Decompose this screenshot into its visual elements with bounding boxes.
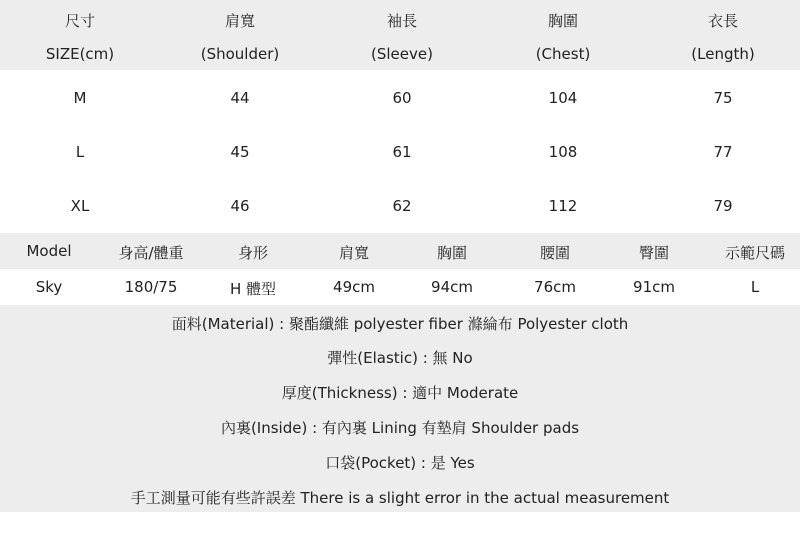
size-table-cell: 75 [713,89,733,107]
size-header-en: (Shoulder) [200,45,280,63]
size-table-cell: 79 [713,197,733,215]
model-header-cell: 腰圍 [539,244,571,262]
model-header-cell: 胸圍 [436,244,468,262]
model-header-cell: 肩寬 [338,244,370,262]
model-row-cell: 91cm [633,278,675,296]
model-header-cell: Model [26,242,72,260]
size-header-en: (Chest) [535,45,591,63]
size-table-cell: M [73,89,87,107]
inside-line: 內裏(Inside) : 有內裏 Lining 有墊肩 Shoulder pads [220,419,580,437]
model-header-cell: 臀圍 [638,244,670,262]
size-table-cell: 77 [713,143,733,161]
model-row-cell: Sky [35,278,63,296]
size-table-cell: 60 [392,89,412,107]
size-table-cell: L [75,143,85,161]
size-header-cn: 肩寬 [224,12,256,30]
size-table-cell: 45 [230,143,250,161]
size-header-en: SIZE(cm) [45,45,115,63]
size-header-en: (Sleeve) [371,45,433,63]
size-header-cn: 袖長 [386,12,418,30]
size-table-cell: 108 [548,143,578,161]
size-header-cn: 衣長 [707,12,739,30]
fabric-info-panel [0,305,800,512]
size-header-cn: 胸圍 [547,12,579,30]
model-row-cell: 94cm [431,278,473,296]
model-row-cell: 180/75 [124,278,178,296]
measurement-note: 手工測量可能有些許誤差 There is a slight error in the actual measurement [130,489,670,507]
model-header-cell: 身高/體重 [118,244,184,262]
size-table-cell: 104 [548,89,578,107]
model-header-cell: 身形 [237,244,269,262]
size-header-en: (Length) [691,45,755,63]
material-line: 面料(Material) : 聚酯纖維 polyester fiber 滌綸布 Polyester cloth [171,315,629,333]
size-table-cell: 112 [548,197,578,215]
pocket-line: 口袋(Pocket) : 是 Yes [325,454,475,472]
model-row-cell: L [750,278,760,296]
thickness-line: 厚度(Thickness) : 適中 Moderate [281,384,519,402]
size-table-cell: XL [70,197,90,215]
elastic-line: 彈性(Elastic) : 無 No [327,349,473,367]
size-table-cell: 61 [392,143,412,161]
size-table-cell: 44 [230,89,250,107]
model-row-cell: H 體型 [229,280,277,298]
size-table-cell: 62 [392,197,412,215]
model-row-cell: 76cm [534,278,576,296]
size-header-cn: 尺寸 [64,12,96,30]
model-header-cell: 示範尺碼 [724,244,786,262]
size-table-cell: 46 [230,197,250,215]
model-row-cell: 49cm [333,278,375,296]
